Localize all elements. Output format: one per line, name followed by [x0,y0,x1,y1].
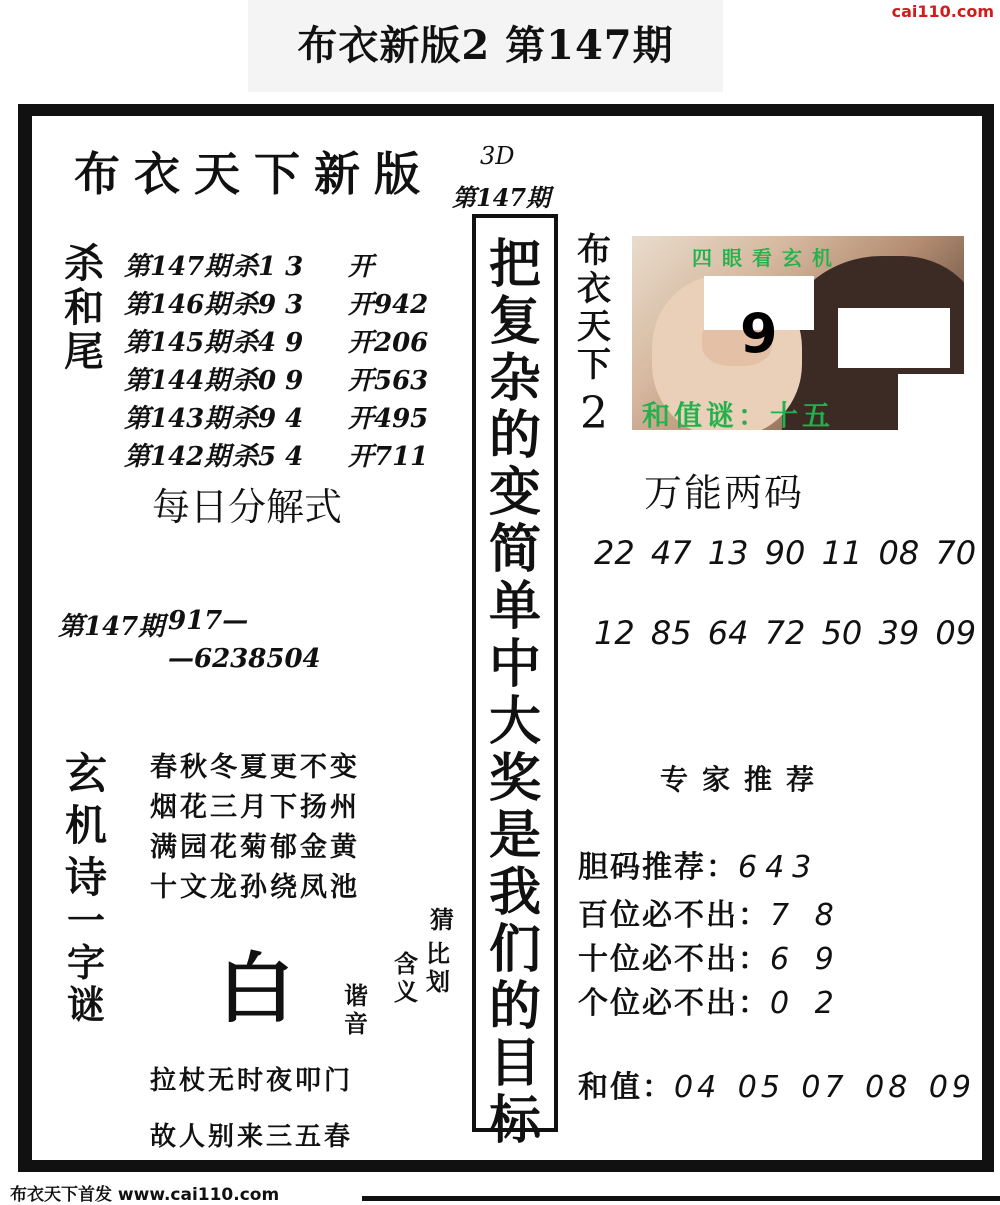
row-open: 开711 [348,442,429,472]
page-title: 布衣新版2 第147期 [248,0,723,92]
photo-number: 9 [740,302,778,365]
decomposition-line-2: —6238504 [168,644,321,674]
sum-values: 04 05 07 08 09 [674,1070,976,1105]
footer-divider [362,1196,1000,1201]
row-issue: 第142期 [124,442,231,472]
poem-label: 玄机诗 [64,749,107,902]
slogan-box [472,214,558,1151]
riddle-answer: 白 [218,944,294,1033]
row-kill: 杀5 4 [232,442,304,472]
poem-line: 烟花三月下扬州 [150,792,360,823]
row-kill: 杀1 3 [232,252,304,282]
wanneng-row-1: 22 47 13 90 11 08 70 [594,534,977,572]
row-open: 开942 [348,290,429,320]
sum-label: 和值： [578,1070,674,1105]
slogan-line-2: 中大奖是我们的目标 [488,634,541,1151]
expert-item-label: 百位必不出： [578,898,770,933]
table-row [124,436,448,474]
table-row [124,322,448,360]
footer-text: 布衣天下首发 www.cai110.com [10,1185,280,1205]
table-row [124,246,448,284]
table-row [124,284,448,322]
row-open: 开206 [348,328,429,358]
photo-banner: 四眼看玄机 [692,246,842,270]
expert-item-value: 643 [738,850,820,885]
row-issue: 第147期 [124,252,231,282]
row-kill: 杀0 9 [232,366,304,396]
sha-he-wei-label: 杀和尾 [64,240,104,375]
brand-vertical: 布衣天下 [577,231,611,385]
row-open: 开 [348,252,375,282]
tail-line-2: 故人别来三五春 [150,1122,354,1152]
expert-item [578,978,842,1022]
riddle-hint-guess: 猜 [430,905,454,934]
tail-line-1: 拉杖无时夜叩门 [150,1066,354,1096]
poem-line: 满园花菊郁金黄 [150,832,360,863]
riddle-hint-homophone: 谐音 [344,981,368,1038]
row-issue: 第143期 [124,404,231,434]
expert-item-value: 6 9 [770,942,842,977]
table-row [124,360,448,398]
expert-item-value: 7 8 [770,898,842,933]
row-kill: 杀9 4 [232,404,304,434]
expert-item-label: 十位必不出： [578,942,770,977]
header-tag: 3D [480,142,515,170]
riddle-label: 一字谜 [66,898,105,1027]
poem-line: 十文龙孙绕凤池 [150,872,360,903]
row-open: 开495 [348,404,429,434]
slogan-line-1: 把复杂的变简单 [488,234,541,637]
site-watermark: cai110.com [891,2,994,21]
row-open: 开563 [348,366,429,396]
poem-line: 春秋冬夏更不变 [150,752,360,783]
row-issue: 第144期 [124,366,231,396]
decomposition-issue: 第147期 [58,612,165,642]
expert-item-label: 胆码推荐： [578,850,738,885]
brand-number: 2 [580,388,608,439]
sha-he-wei-table [124,246,448,474]
photo-panel [632,236,964,430]
expert-item [578,934,842,978]
photo-caption: 和值谜：十五 [642,399,835,430]
row-issue: 第145期 [124,328,231,358]
header-title: 布衣天下新版 [74,147,434,201]
row-kill: 杀4 9 [232,328,304,358]
expert-label: 专家推荐 [660,763,829,796]
riddle-hint-gesture: 比划 [426,939,450,996]
table-row [124,398,448,436]
poem-lines [150,748,360,908]
row-kill: 杀9 3 [232,290,304,320]
decomposition-label: 每日分解式 [152,485,343,529]
row-issue: 第146期 [124,290,231,320]
photo-mask [898,374,964,430]
wanneng-row-2: 12 85 64 72 50 39 09 [594,614,977,652]
header-issue: 第147期 [452,183,551,212]
sum-value-row [578,1062,975,1106]
expert-item-label: 个位必不出： [578,986,770,1021]
expert-item-value: 0 2 [770,986,842,1021]
riddle-hint-meaning: 含义 [394,949,418,1006]
photo-mask [838,308,950,368]
expert-item [578,890,842,934]
wanneng-label: 万能两码 [644,471,805,515]
expert-item [578,842,819,886]
decomposition-line-1: 917— [168,606,249,636]
